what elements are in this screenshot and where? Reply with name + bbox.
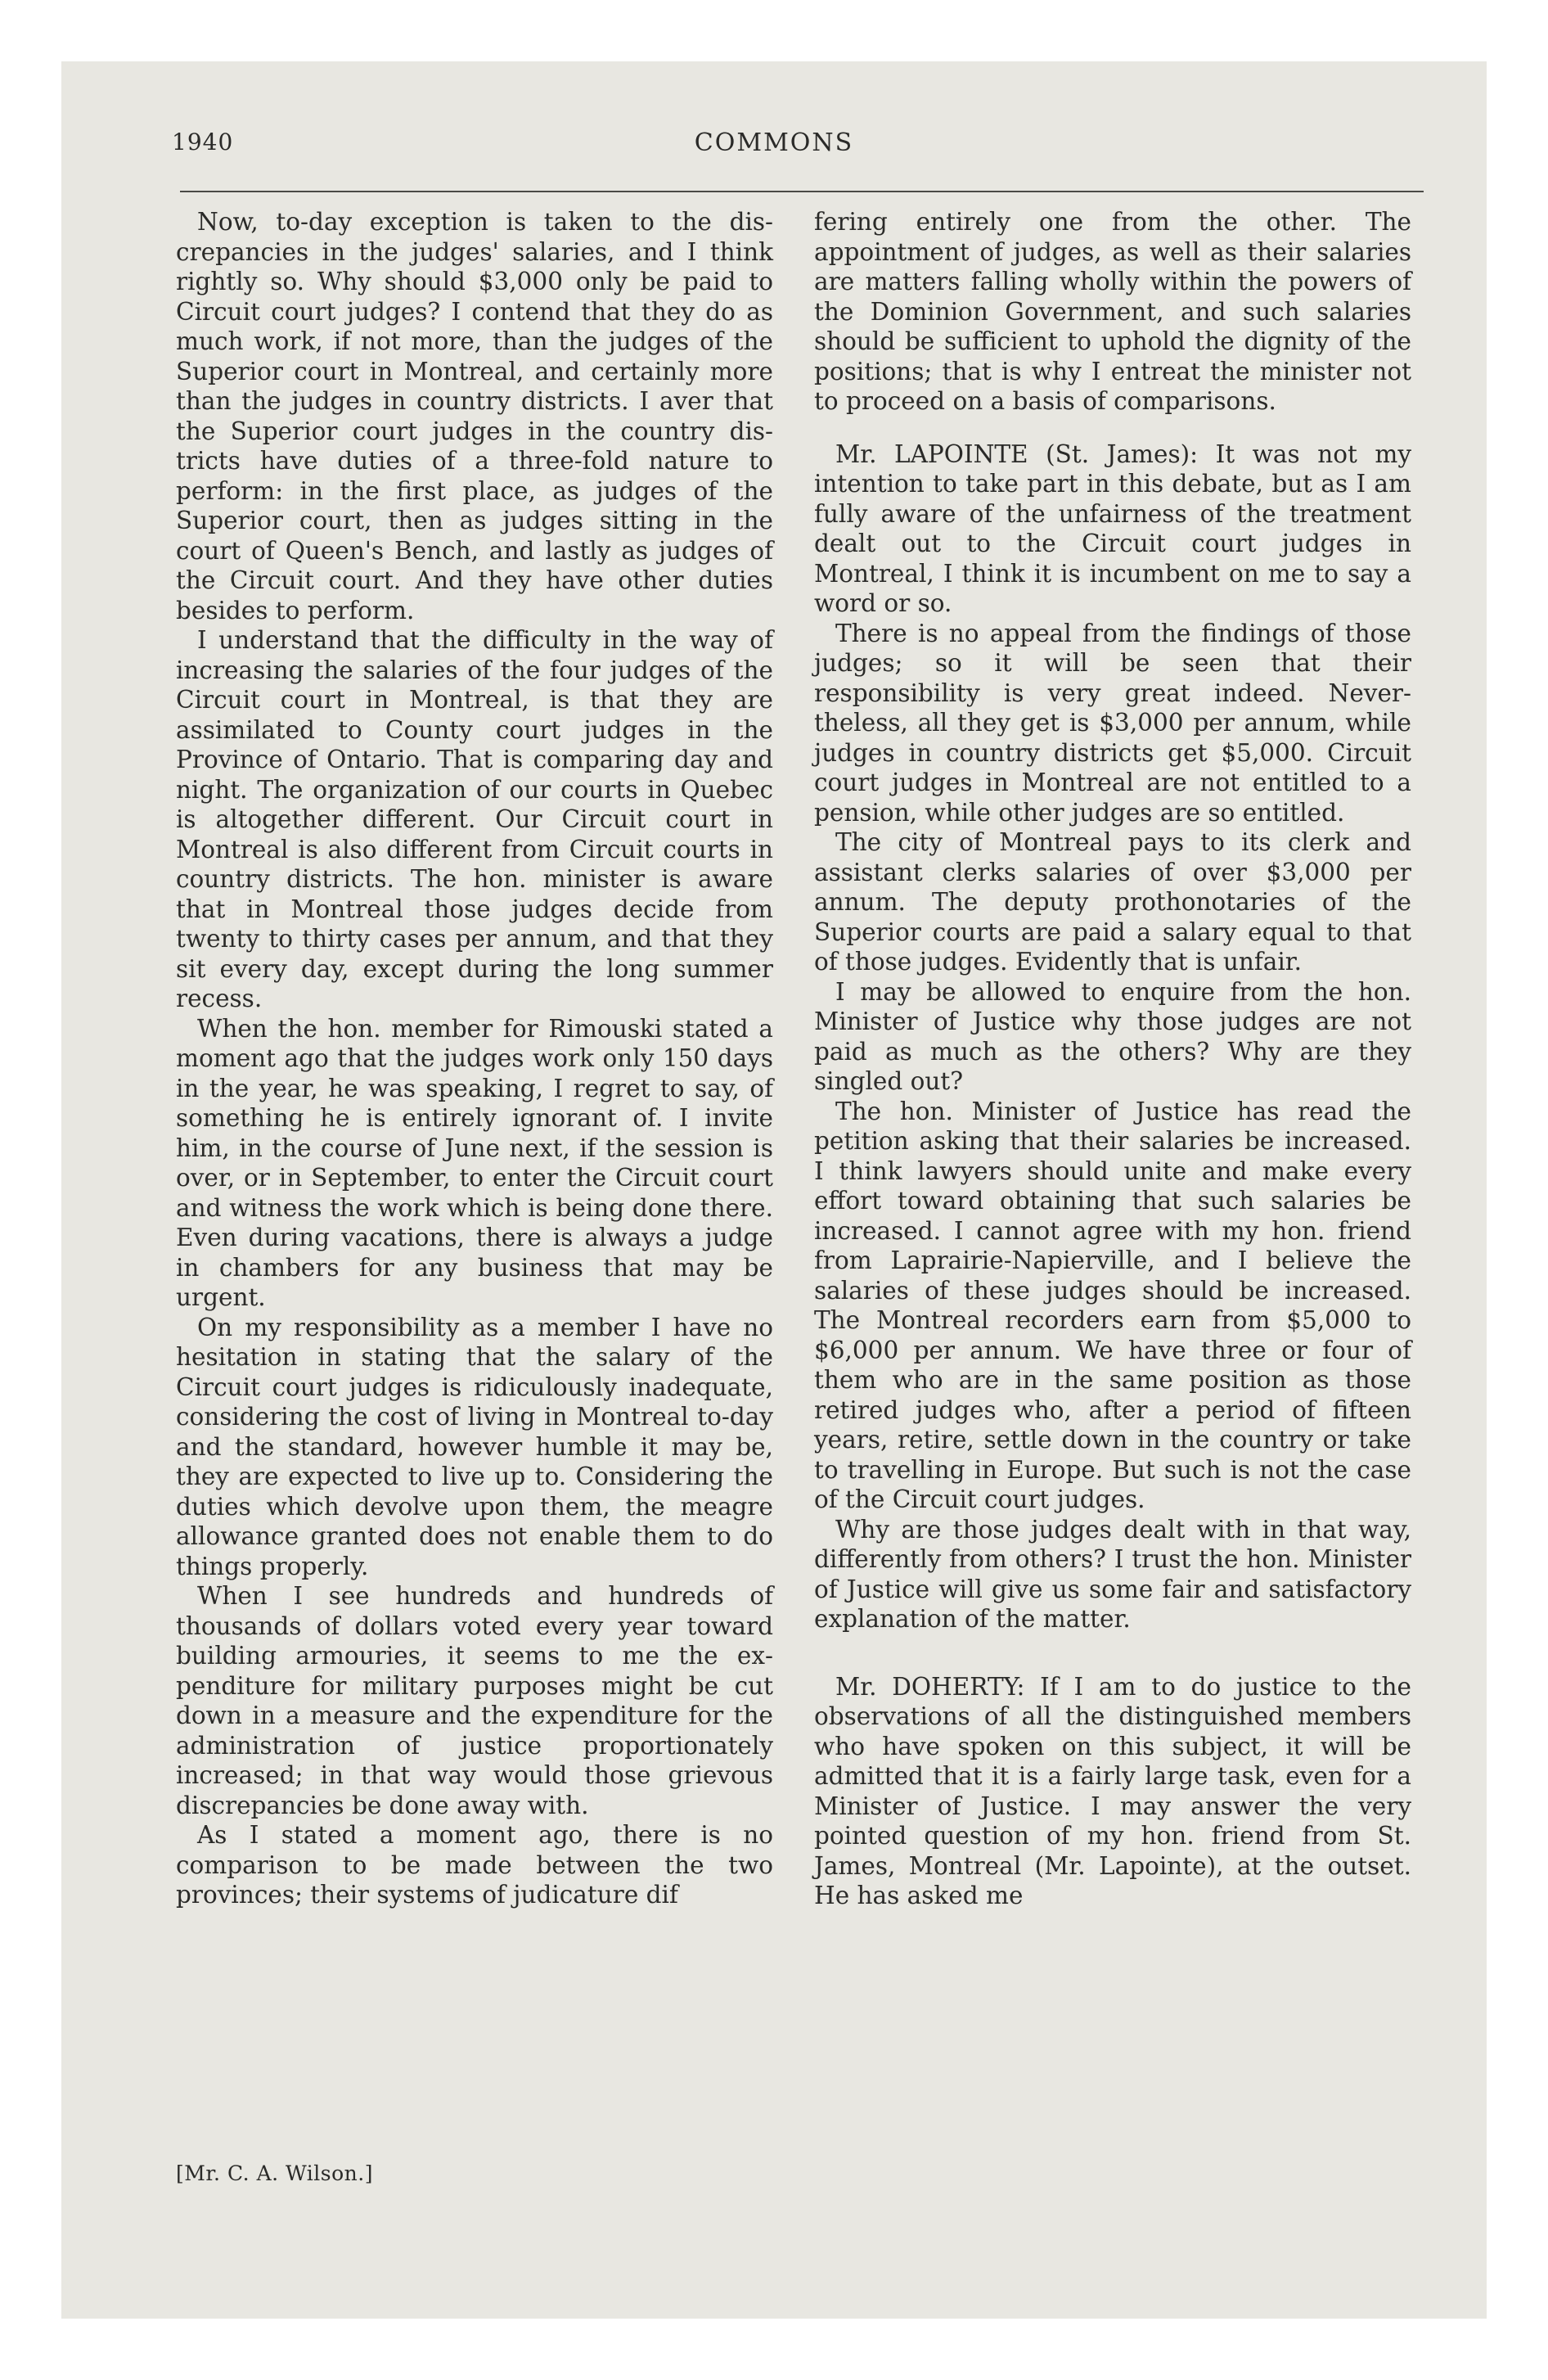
document-page	[61, 61, 1487, 2319]
paragraph: The hon. Minister of Justice has read the petition asking that their salaries be increased. I think lawyers should unite and make every effort toward obtaining that such salaries be increased. I cannot agree with my hon. friend from Laprairie-Napierville, and I believe the salaries of these judges should be increased. The Montreal recorders earn from $5,000 to $6,000 per annum. We have three or four of them who are in the same position as those retired judges who, after a period of fifteen years, retire, settle down in the country or take to travelling in Europe. But such is not the case of the Circuit court judges.	[814, 1097, 1411, 1513]
paragraph: I may be allowed to enquire from the hon. Minister of Justice why those judges are not paid as much as the others? Why are they singled out?	[814, 977, 1411, 1095]
page-header	[61, 61, 1487, 168]
paragraph: On my responsibility as a member I have no hesitation in stating that the salary of the Circuit court judges is ridiculously inadequate, considering the cost of living in Montreal to-day and the standard, however humble it may be, they are expected to live up to. Considering the duties which devolve upon them, the meagre allowance granted does not enable them to do things properly.	[176, 1313, 773, 1580]
speaker-attribution: [Mr. C. A. Wilson.]	[176, 2161, 373, 2185]
running-head: COMMONS	[694, 128, 854, 157]
paragraph: There is no appeal from the findings of those judges; so it will be seen that their responsibility is very great indeed. Nevertheless, all they get is $3,000 per annum, while judges in country districts get $5,000. Circuit court judges in Montreal are not entitled to a pension, while other judges are so entitled.	[814, 619, 1411, 827]
continued-paragraph: fering entirely one from the other. The appointment of judges, as well as their salaries are matters falling wholly within the powers of the Dominion Government, and such salaries should be sufficient to uphold the dignity of the positions; that is why I entreat the minister not to proceed on a basis of comparisons.	[814, 208, 1411, 415]
paragraph: Now, to-day exception is taken to the discrepancies in the judges' salaries, and I think rightly so. Why should $3,000 only be paid to Circuit court judges? I contend that they do as much work, if not more, than the judges of the Superior court in Montreal, and certainly more than the judges in country districts. I aver that the Superior court judges in the country districts have duties of a three-fold nature to perform: in the first place, as judges of the Superior court, then as judges sitting in the court of Queen's Bench, and lastly as judges of the Circuit court. And they have other duties besides to perform.	[176, 208, 773, 624]
paragraph: Why are those judges dealt with in that way, differently from others? I trust the hon. Minister of Justice will give us some fair and satisfactory explanation of the matter.	[814, 1515, 1411, 1633]
page-number: 1940	[172, 128, 234, 156]
header-rule	[180, 191, 1424, 192]
speech-lapointe: Mr. LAPOINTE (St. James): It was not my intention to take part in this debate, but as I am fully aware of the unfairness of the treatment dealt out to the Circuit court judges in Montreal, I think it is incumbent on me to say a word or so.	[814, 439, 1411, 617]
paragraph: The city of Montreal pays to its clerk and assistant clerks salaries of over $3,000 per annum. The deputy prothonotaries of the Superior courts are paid a salary equal to that of those judges. Evidently that is unfair.	[814, 828, 1411, 976]
right-column	[814, 207, 1411, 1911]
speech-doherty: Mr. DOHERTY: If I am to do justice to the observations of all the distinguished members who have spoken on this subject, it will be admitted that it is a fairly large task, even for a Minister of Justice. I may answer the very pointed question of my hon. friend from St. James, Montreal (Mr. Lapointe), at the outset. He has asked me	[814, 1672, 1411, 1909]
paragraph: I understand that the difficulty in the way of increasing the salaries of the four judges of the Circuit court in Montreal, is that they are assimilated to County court judges in the Province of Ontario. That is comparing day and night. The organization of our courts in Quebec is altogether different. Our Circuit court in Montreal is also different from Circuit courts in country districts. The hon. minister is aware that in Montreal those judges decide from twenty to thirty cases per annum, and that they sit every day, except during the long summer recess.	[176, 626, 773, 1012]
paragraph: As I stated a moment ago, there is no comparison to be made between the two provinces; their systems of judicature dif	[176, 1821, 773, 1909]
left-column	[176, 207, 773, 1910]
paragraph: When the hon. member for Rimouski stated a moment ago that the judges work only 150 days in the year, he was speaking, I regret to say, of something he is entirely ignorant of. I invite him, in the course of June next, if the session is over, or in September, to enter the Circuit court and witness the work which is being done there. Even during vacations, there is always a judge in chambers for any business that may be urgent.	[176, 1014, 773, 1311]
paragraph: When I see hundreds and hundreds of thousands of dollars voted every year toward building armouries, it seems to me the expenditure for military purposes might be cut down in a measure and the expenditure for the administration of justice proportionately increased; in that way would those grievous discrepancies be done away with.	[176, 1582, 773, 1819]
